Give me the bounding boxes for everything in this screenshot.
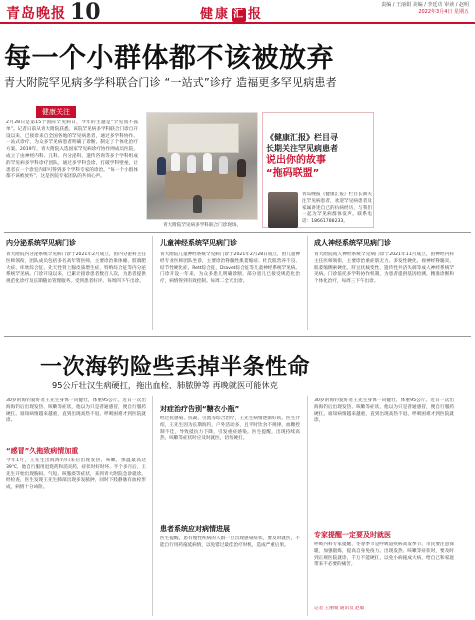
photo-person bbox=[171, 153, 180, 171]
page-number: 10 bbox=[70, 0, 101, 25]
section-text: 医生提醒，患有慢性疾病的人群一旦出现感染症状，要及时就医，不能自行用药拖延病情，以免错过最佳治疗时机，造成严重后果。 bbox=[160, 536, 300, 548]
section-text: 呼吸内科专家提醒，冬春季节是呼吸道疾病高发季节，市民要注意保暖，加强锻炼，提高自身免疫力。出现发热、咳嗽等症状时，要及时到正规医院就诊，千万不能硬扛，以免小病拖成大病，给自己和家庭带来不必要的痛苦。 bbox=[314, 542, 454, 568]
section-heading: 对症治疗告别“糖衣小瓶” bbox=[160, 405, 240, 413]
column-text: 青大附院内分泌系统罕见病门诊于2021年2月成立，由内分泌科主任医师领衔，团队成员包括多名高年资医师，主要诊治垂体瘤、肢端肥大症、库欣综合征、先天性肾上腺皮质增生症、特纳综合征等内分泌系统罕见病。门诊开设以来，已累计接诊患者数百人次，为患者提供规范化诊疗及长期随访管理服务，受到患者好评。每周四下午出诊。 bbox=[6, 252, 146, 285]
lower-headline: 一次海钓险些丢掉半条性命 bbox=[40, 354, 311, 380]
divider bbox=[152, 396, 153, 616]
section-text: 经过抗感染、抗凝、引流等综合治疗，王先生病情逐渐好转。医生介绍，王先生因为长期海钓，户外活动多，且平时饮食不规律，血糖控制不佳，导致抵抗力下降，引发重症感染。医生提醒，出现持续高热、咳嗽等症状时应及时就医，切勿硬扛。 bbox=[160, 416, 300, 442]
clinic-photo bbox=[146, 112, 258, 220]
photo-person bbox=[193, 195, 202, 213]
section-text: 30岁的海钓爱好者王先生身体一向健壮，体重95公斤。近日一次出海海钓后出现发热、咳嗽等症状，他以为只是普通感冒，便自行服药硬扛。谁知病情越来越重，直到出现高热不退、呼吸困难才到医院就诊。 bbox=[314, 398, 454, 424]
column-text: 青大附院成人神经系统罕见病门诊于2021年11月成立，由神经内科主任医师领衔，主要诊治重症肌无力、多发性硬化、视神经脊髓炎、肌萎缩侧索硬化、肝豆状核变性、遗传性共济失调等成人神经系统罕见病。门诊依托多学科协作机制，为患者提供基因检测、精准诊断和个体化治疗，每周三下午出诊。 bbox=[314, 252, 454, 285]
lower-intro: 30岁的海钓爱好者王先生身体一向健壮，体重95公斤。近日一次出海海钓后出现发热、咳嗽等症状，他以为只是普通感冒，便自行服药硬扛。谁知病情越来越重，直到出现高热不退、呼吸困难才到医院就诊。 bbox=[6, 398, 146, 424]
paper-logo: 青岛晚报 bbox=[6, 6, 66, 22]
divider bbox=[4, 232, 471, 233]
section-text: 今年1月，王先生出海海钓归来后出现发热、咳嗽，体温最高达39℃，他自行服用退烧药和消炎药，症状时好时坏。半个多月后，王先生开始出现胸闷、气短、咳脓痰等症状，来到青大附院急诊就诊。经检查，医生发现王先生肺部出现多发脓肿，同时下肢静脉有血栓形成，病情十分凶险。 bbox=[6, 458, 146, 491]
photo-person bbox=[187, 155, 196, 173]
photo-person bbox=[219, 156, 228, 174]
divider bbox=[307, 396, 308, 616]
column-title: 内分泌系统罕见病门诊 bbox=[6, 239, 76, 247]
lead-article-text: 2月28日是第15个国际罕见病日，今年的主题是“罕见而不孤单”。记者日前从青大附院获悉，该院罕见病多学科联合门诊自开设以来，已接诊来自全国各地的罕见病患者，通过多学科协作、一站式诊疗，为众多罕见病患者明确了诊断、制定了个体化治疗方案。2019年，青大附院入选国家罕见病诊疗协作网成员医院，成立了由神经内科、儿科、内分泌科、遗传咨询等多个学科组成的罕见病多学科诊疗团队，通过多学科会诊，打破学科壁垒，让患者在一个诊室内即可得到多个学科专家的诊治。“每一个小群体都不该被放弃”，这是医院专家团队的共同心声。 bbox=[6, 120, 138, 180]
issue-date: 2022年3月4日 星期五 bbox=[418, 9, 469, 15]
column-title: 儿童神经系统罕见病门诊 bbox=[160, 239, 237, 247]
byline: 记者 王丽娟 通讯员 赵敏 bbox=[314, 606, 365, 611]
photo-person bbox=[157, 157, 166, 175]
divider bbox=[152, 236, 153, 330]
section-heading: 专家提醒一定要及时就医 bbox=[314, 531, 391, 539]
callout-title: 《健康汇报》栏目寻 长期关注罕见病患者 说出你的故事 “拖码联盟” bbox=[266, 133, 338, 179]
photo-person bbox=[237, 159, 246, 177]
section-title: 健康 汇 报 bbox=[200, 7, 264, 22]
photo-wall bbox=[167, 123, 239, 153]
section-heading: 患者系统应对病情进展 bbox=[160, 525, 230, 533]
editor-line: 责编 / 王丽娟 美编 / 李廷功 审读 / 赵明 bbox=[381, 2, 469, 8]
section-badge: 健康关注 bbox=[36, 106, 76, 118]
masthead bbox=[0, 0, 475, 24]
photo-caption: 青大附院罕见病多学科联合门诊现场。 bbox=[162, 223, 242, 228]
avatar bbox=[268, 192, 298, 228]
column-text: 青大附院儿童神经系统罕见病门诊于2021年2月28日成立，由儿童神经专业医师团队坐诊，主要诊治脊髓性肌萎缩症、杜氏肌营养不良、结节性硬化症、Rett综合征、Dravet综合征等儿童神经系统罕见病。门诊开设一年来，为众多患儿明确诊断，部分患儿已接受规范化治疗，病情得到有效控制。每周二全天出诊。 bbox=[160, 252, 300, 285]
callout-text: 青岛晚报《健康汇报》栏目长期关注罕见病患者，欢迎罕见病患者及家属讲述自己的抗病经历，与我们一起为罕见病群体发声。联系电话：18661788233。 bbox=[302, 192, 372, 225]
section-heading: “感冒”久拖致病情加重 bbox=[6, 447, 79, 455]
divider bbox=[307, 236, 308, 330]
main-subheadline: 青大附院罕见病多学科联合门诊 “一站式”诊疗 造福更多罕见病患者 bbox=[4, 76, 337, 89]
photo-table bbox=[165, 171, 243, 199]
photo-person bbox=[203, 153, 212, 171]
divider bbox=[4, 336, 471, 337]
page-meta bbox=[381, 2, 469, 16]
lower-subheadline: 95公斤壮汉生病硬扛，拖出血栓、肺脓肿等 再晚就医可能休克 bbox=[52, 380, 278, 390]
section-icon: 汇 bbox=[233, 9, 246, 20]
main-headline: 每一个小群体都不该被放弃 bbox=[4, 43, 334, 74]
column-title: 成人神经系统罕见病门诊 bbox=[314, 239, 391, 247]
